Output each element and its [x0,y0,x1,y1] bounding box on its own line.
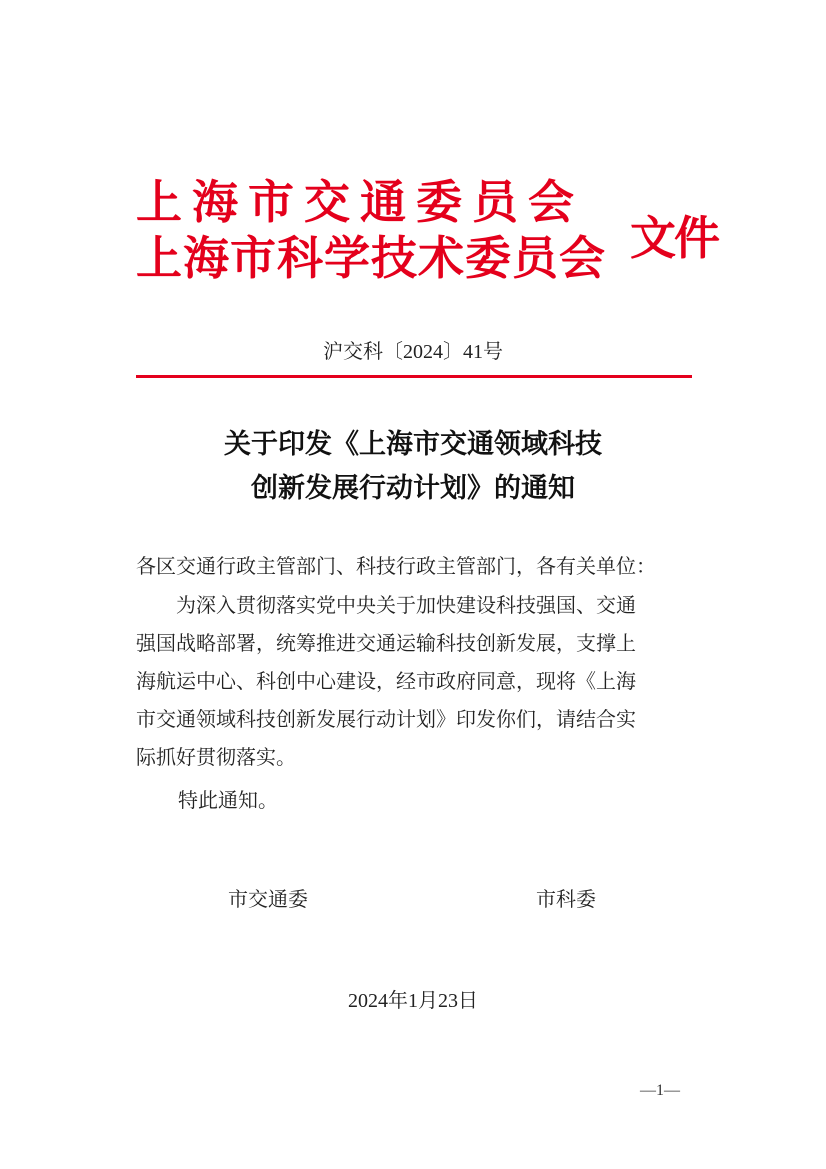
document-word: 文件 [630,211,718,265]
body-line: 为深入贯彻落实党中央关于加快建设科技强国、交通 [136,593,636,617]
title-line-2: 创新发展行动计划》的通知 [251,473,575,504]
body-paragraph [136,586,696,776]
signatory-transport-commission: 市交通委 [228,887,308,911]
body-line: 强国战略部署，统筹推进交通运输科技创新发展，支撑上 [136,631,636,655]
body-line: 市交通领域科技创新发展行动计划》印发你们，请结合实 [136,707,636,731]
issuer-line-2: 上海市科学技术委员会 [136,231,606,285]
issuer-line-1: 上海市交通委员会 [136,175,584,229]
body-line: 际抓好贯彻落实。 [136,745,296,769]
body-line: 海航运中心、科创中心建设，经市政府同意，现将《上海 [136,669,636,693]
issue-date: 2024年1月23日 [348,990,478,1012]
document-number: 沪交科〔2024〕41号 [323,341,503,363]
red-divider-line [136,375,692,378]
title-line-1: 关于印发《上海市交通领域科技 [224,429,602,460]
document-header [136,168,736,298]
page-number: —1— [640,1082,680,1099]
closing-remark: 特此通知。 [178,788,278,812]
salutation: 各区交通行政主管部门、科技行政主管部门，各有关单位： [136,554,656,578]
signatory-science-commission: 市科委 [536,887,596,911]
